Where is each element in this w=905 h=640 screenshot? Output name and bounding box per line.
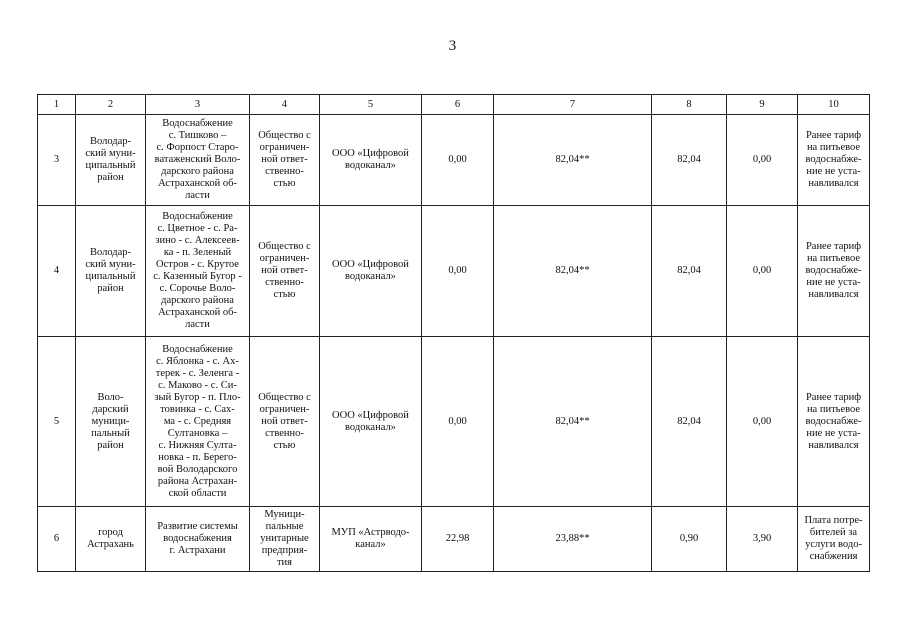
value-col-6: 0,00 xyxy=(422,206,494,337)
header-col-5: 5 xyxy=(320,95,422,115)
header-col-4: 4 xyxy=(250,95,320,115)
page-number: 3 xyxy=(448,38,457,54)
value-col-7: 82,04** xyxy=(494,206,652,337)
row-number: 5 xyxy=(38,337,76,507)
value-col-8: 82,04 xyxy=(652,337,727,507)
table-row xyxy=(38,206,870,337)
header-col-2: 2 xyxy=(76,95,146,115)
water-system-cell: Развитие системы водоснабжения г. Астрахани xyxy=(146,507,250,572)
row-number: 6 xyxy=(38,507,76,572)
table-row xyxy=(38,115,870,206)
value-col-6: 0,00 xyxy=(422,115,494,206)
water-system-cell: Водоснабжение с. Тишково – с. Форпост Старо- ватаженский Воло- дарского района Астраханской об- ласти xyxy=(146,115,250,206)
header-col-9: 9 xyxy=(727,95,798,115)
row-number: 3 xyxy=(38,115,76,206)
district-cell: Воло- дарский муници- пальный район xyxy=(76,337,146,507)
water-system-cell: Водоснабжение с. Яблонка - с. Ах- терек - с. Зеленга - с. Маково - с. Си- зый Бугор - п. Пло- товинка - с. Сах- ма - с. Средняя Султановка – с. Нижняя Султа- новка - п. Берего- вой Володарского района Астрахан- ской области xyxy=(146,337,250,507)
row-number: 4 xyxy=(38,206,76,337)
value-col-8: 82,04 xyxy=(652,115,727,206)
value-col-7: 23,88** xyxy=(494,507,652,572)
org-form-cell: Общество с ограничен- ной ответ- ственно- стью xyxy=(250,115,320,206)
note-cell: Плата потре- бителей за услуги водо- снабжения xyxy=(798,507,870,572)
value-col-9: 3,90 xyxy=(727,507,798,572)
district-cell: Володар- ский муни- ципальный район xyxy=(76,115,146,206)
value-col-6: 0,00 xyxy=(422,337,494,507)
table-header-row xyxy=(38,95,870,115)
header-col-1: 1 xyxy=(38,95,76,115)
value-col-9: 0,00 xyxy=(727,337,798,507)
header-col-10: 10 xyxy=(798,95,870,115)
table-row xyxy=(38,507,870,572)
value-col-8: 0,90 xyxy=(652,507,727,572)
value-col-8: 82,04 xyxy=(652,206,727,337)
note-cell: Ранее тариф на питьевое водоснабже- ние не уста- навливался xyxy=(798,206,870,337)
note-cell: Ранее тариф на питьевое водоснабже- ние не уста- навливался xyxy=(798,115,870,206)
district-cell: Володар- ский муни- ципальный район xyxy=(76,206,146,337)
value-col-9: 0,00 xyxy=(727,115,798,206)
header-col-6: 6 xyxy=(422,95,494,115)
water-system-cell: Водоснабжение с. Цветное - с. Ра- зино - с. Алексеев- ка - п. Зеленый Остров - с. Крутое с. Казенный Бугор - с. Сорочье Воло- дарского района Астраханской об- ласти xyxy=(146,206,250,337)
note-cell: Ранее тариф на питьевое водоснабже- ние не уста- навливался xyxy=(798,337,870,507)
header-col-8: 8 xyxy=(652,95,727,115)
org-name-cell: ООО «Цифровой водоканал» xyxy=(320,115,422,206)
org-name-cell: ООО «Цифровой водоканал» xyxy=(320,337,422,507)
district-cell: город Астрахань xyxy=(76,507,146,572)
header-col-7: 7 xyxy=(494,95,652,115)
value-col-7: 82,04** xyxy=(494,337,652,507)
org-form-cell: Муници- пальные унитарные предприя- тия xyxy=(250,507,320,572)
value-col-6: 22,98 xyxy=(422,507,494,572)
org-name-cell: МУП «Астрводо- канал» xyxy=(320,507,422,572)
org-form-cell: Общество с ограничен- ной ответ- ственно- стью xyxy=(250,206,320,337)
org-name-cell: ООО «Цифровой водоканал» xyxy=(320,206,422,337)
org-form-cell: Общество с ограничен- ной ответ- ственно- стью xyxy=(250,337,320,507)
tariff-table xyxy=(37,94,870,572)
header-col-3: 3 xyxy=(146,95,250,115)
table-row xyxy=(38,337,870,507)
value-col-9: 0,00 xyxy=(727,206,798,337)
value-col-7: 82,04** xyxy=(494,115,652,206)
